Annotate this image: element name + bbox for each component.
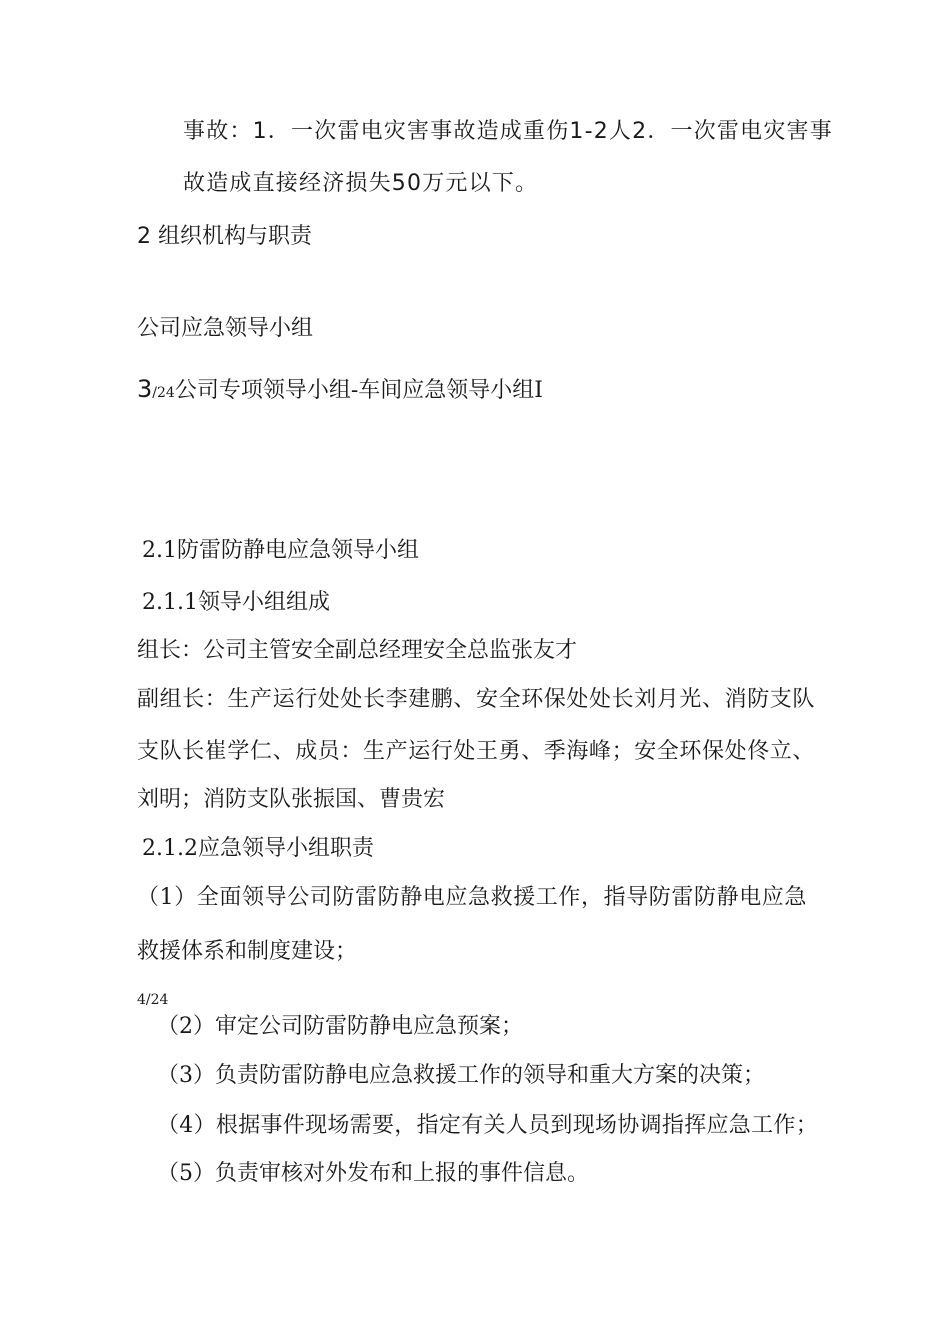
duty-item: （4）根据事件现场需要，指定有关人员到现场协调指挥应急工作； <box>157 1113 818 1138</box>
accident-line-2: 故造成直接经济损失50万元以下。 <box>183 171 539 196</box>
page-marker: 4/24 <box>137 992 169 1008</box>
duty-item: （2）审定公司防雷防静电应急预案； <box>157 1014 523 1039</box>
page-number-big: 3 <box>137 375 153 403</box>
org-chain-line <box>137 375 543 407</box>
accident-line-1: 事故：1．一次雷电灾害事故造成重伤1-2人2．一次雷电灾害事 <box>183 119 833 144</box>
deputy-leaders-line-3: 刘明；消防支队张振国、曹贵宏 <box>137 787 446 812</box>
org-company-group: 公司应急领导小组 <box>137 316 314 341</box>
group-leader: 组长：公司主管安全副总经理安全总监张友才 <box>137 638 578 663</box>
subsection-heading: 2.1.2应急领导小组职责 <box>142 836 374 861</box>
subsection-heading: 2.1.1领导小组组成 <box>142 590 330 615</box>
page-number-small: /24 <box>152 385 175 401</box>
duty-item: （1）全面领导公司防雷防静电应急救援工作，指导防雷防静电应急 <box>137 885 807 910</box>
deputy-leaders-line-1: 副组长：生产运行处处长李建鹏、安全环保处处长刘月光、消防支队 <box>137 687 816 712</box>
org-chain-text: 公司专项领导小组-车间应急领导小组Ⅰ <box>174 378 543 403</box>
duty-item: （3）负责防雷防静电应急救援工作的领导和重大方案的决策； <box>157 1063 765 1088</box>
duty-item: （5）负责审核对外发布和上报的事件信息。 <box>157 1161 589 1186</box>
section-heading: 2 组织机构与职责 <box>137 224 312 249</box>
duty-item-continued: 救援体系和制度建设； <box>137 939 358 964</box>
subsection-heading: 2.1防雷防静电应急领导小组 <box>142 538 419 563</box>
deputy-leaders-line-2: 支队长崔学仁、成员：生产运行处王勇、季海峰；安全环保处佟立、 <box>137 739 816 764</box>
